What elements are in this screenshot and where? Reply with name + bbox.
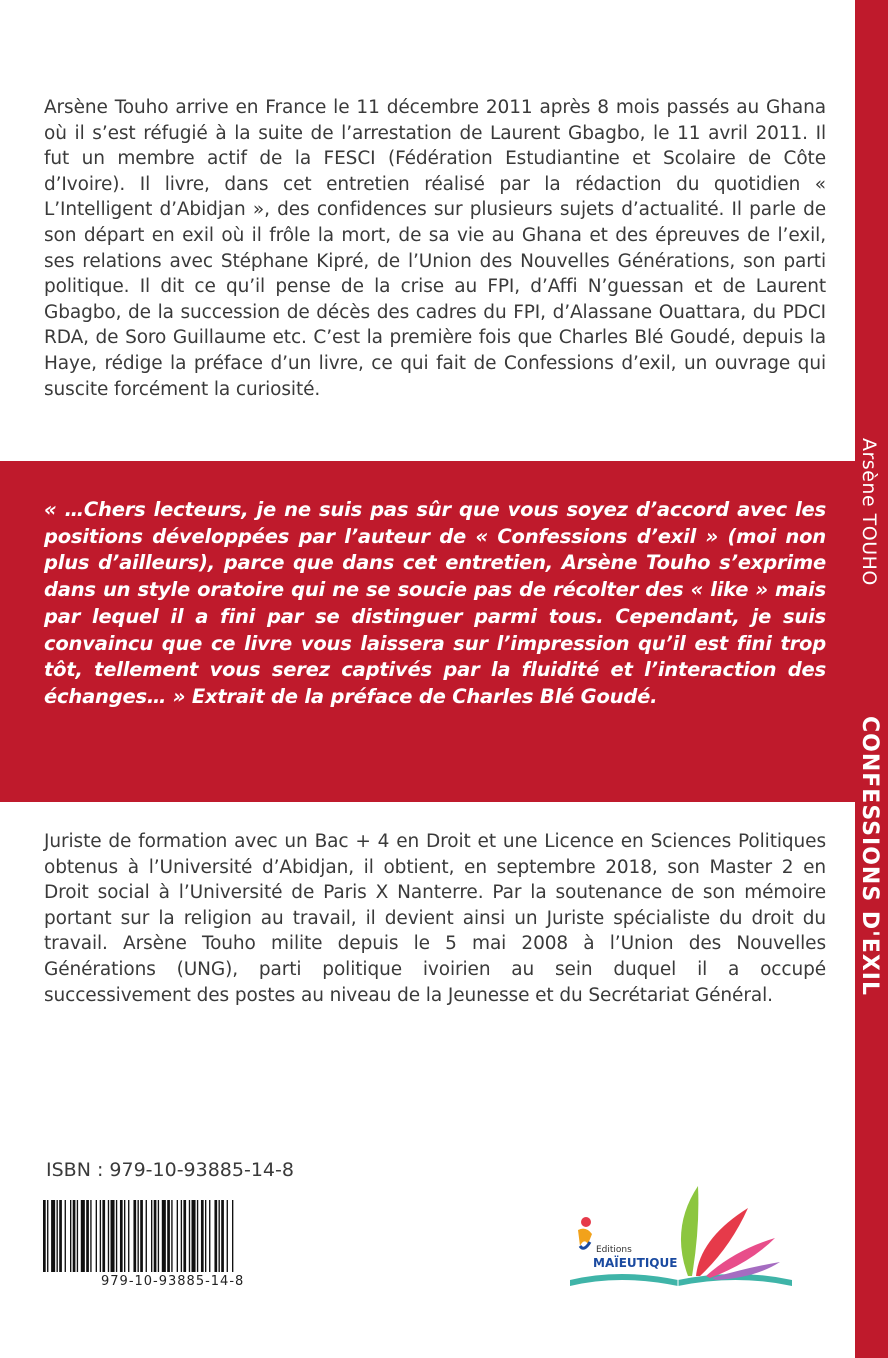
barcode-bar [90, 1200, 91, 1272]
barcode-bar [214, 1200, 217, 1272]
barcode-bar [81, 1200, 85, 1272]
barcode-bar [205, 1200, 206, 1272]
barcode-bar [128, 1200, 129, 1272]
barcode-number: 979-10-93885-14-8 [97, 1274, 248, 1289]
barcode-bar [120, 1200, 123, 1272]
preface-quote: « …Chers lecteurs, je ne suis pas sûr que vous soyez d’accord avec les positions développées par l’auteur de « Confessions d’exil » (moi non plus d’ailleurs), parce que dans cet entretien, Arsène Touho s’exprime dans un style oratoire qui ne se soucie pas de récolter des « like » mais par lequel il a fini par se distinguer parmi tous. Cependant, je suis convaincu que ce livre vous laissera sur l’impression qu’il est fini trop tôt, tellement vous serez captivés par la fluidité et l’interaction des échanges… » Extrait de la préface de Charles Blé Goudé. [44, 498, 826, 708]
barcode-bar [167, 1200, 170, 1272]
publisher-label-small: Editions [596, 1245, 632, 1255]
barcode-bar [197, 1200, 198, 1272]
barcode-bar [140, 1200, 143, 1272]
barcode-bar [102, 1200, 105, 1272]
barcode-bar [47, 1200, 48, 1272]
isbn-label: ISBN : 979-10-93885-14-8 [46, 1159, 294, 1181]
barcode-bar [57, 1200, 58, 1272]
barcode-bar [158, 1200, 159, 1272]
barcode-bar [70, 1200, 71, 1272]
barcode-bar [116, 1200, 117, 1272]
barcode-bar [146, 1200, 147, 1272]
barcode-bar [221, 1200, 224, 1272]
barcode-bar [177, 1200, 178, 1272]
barcode-bar [77, 1200, 78, 1272]
publisher-name: MAÏEUTIQUE [593, 1256, 678, 1270]
spine-title: CONFESSIONS D'EXIL [857, 716, 882, 997]
barcode-bar [151, 1200, 152, 1272]
barcode-bar [171, 1200, 172, 1272]
barcode-bar [162, 1200, 166, 1272]
barcode-bar [65, 1200, 66, 1272]
barcode-bar [100, 1200, 101, 1272]
publisher-logo [560, 1168, 800, 1298]
synopsis-paragraph: Arsène Touho arrive en France le 11 décembre 2011 après 8 mois passés au Ghana où il s’est réfugié à la suite de l’arrestation de Laurent Gbagbo, le 11 avril 2011. Il fut un membre actif de la FESCI (Fédération Estudiantine et Scolaire de Côte d’Ivoire). Il livre, dans cet entretien réalisé par la rédaction du quotidien « L’Intelligent d’Abidjan », des confidences sur plusieurs sujets d’actualité. Il parle de son départ en exil où il frôle la mort, de sa vie au Ghana et des épreuves de l’exil, ses relations avec Stéphane Kipré, de l’Union des Nouvelles Générations, son parti politique. Il dit ce qu’il pense de la crise au FPI, d’Affi N’guessan et de Laurent Gbagbo, de la succession de décès des cadres du FPI, d’Alassane Ouattara, du PDCI RDA, de Soro Guillaume etc. C’est la première fois que Charles Blé Goudé, depuis la Haye, rédige la préface d’un livre, ce qui fait de Confessions d’exil, un ouvrage qui suscite forcément la curiosité. [44, 97, 826, 400]
barcode-bar [86, 1200, 89, 1272]
barcode-bar [154, 1200, 157, 1272]
barcode-bar [111, 1200, 115, 1272]
barcode-bar [51, 1200, 55, 1272]
barcode-bar [124, 1200, 125, 1272]
barcode-bar [138, 1200, 139, 1272]
barcode-bar [183, 1200, 186, 1272]
barcode-bar [43, 1200, 46, 1272]
barcode-bar [219, 1200, 220, 1272]
barcode-bar [192, 1200, 196, 1272]
barcode-bar [108, 1200, 109, 1272]
barcode-bar [209, 1200, 210, 1272]
barcode-bar [201, 1200, 204, 1272]
book-spine [855, 0, 888, 1358]
barcode-bar [181, 1200, 182, 1272]
spine-author: Arsène TOUHO [858, 438, 880, 586]
barcode-bar [189, 1200, 190, 1272]
barcode-bar [96, 1200, 97, 1272]
author-bio-paragraph: Juriste de formation avec un Bac + 4 en Droit et une Licence en Sciences Politiques obtenus à l’Université d’Abidjan, il obtient, en septembre 2018, son Master 2 en Droit social à l’Université de Paris X Nanterre. Par la soutenance de son mémoire portant sur la religion au travail, il devient ainsi un Juriste spécialiste du droit du travail. Arsène Touho milite depuis le 5 mai 2008 à l’Union des Nouvelles Générations (UNG), parti politique ivoirien au sein duquel il a occupé successivement des postes au niveau de la Jeunesse et du Secrétariat Général. [44, 831, 826, 1006]
barcode-bar [59, 1200, 62, 1272]
barcode-bar [227, 1200, 228, 1272]
barcode-bar [133, 1200, 136, 1272]
barcode-bar [73, 1200, 76, 1272]
barcode-bar [232, 1200, 233, 1272]
